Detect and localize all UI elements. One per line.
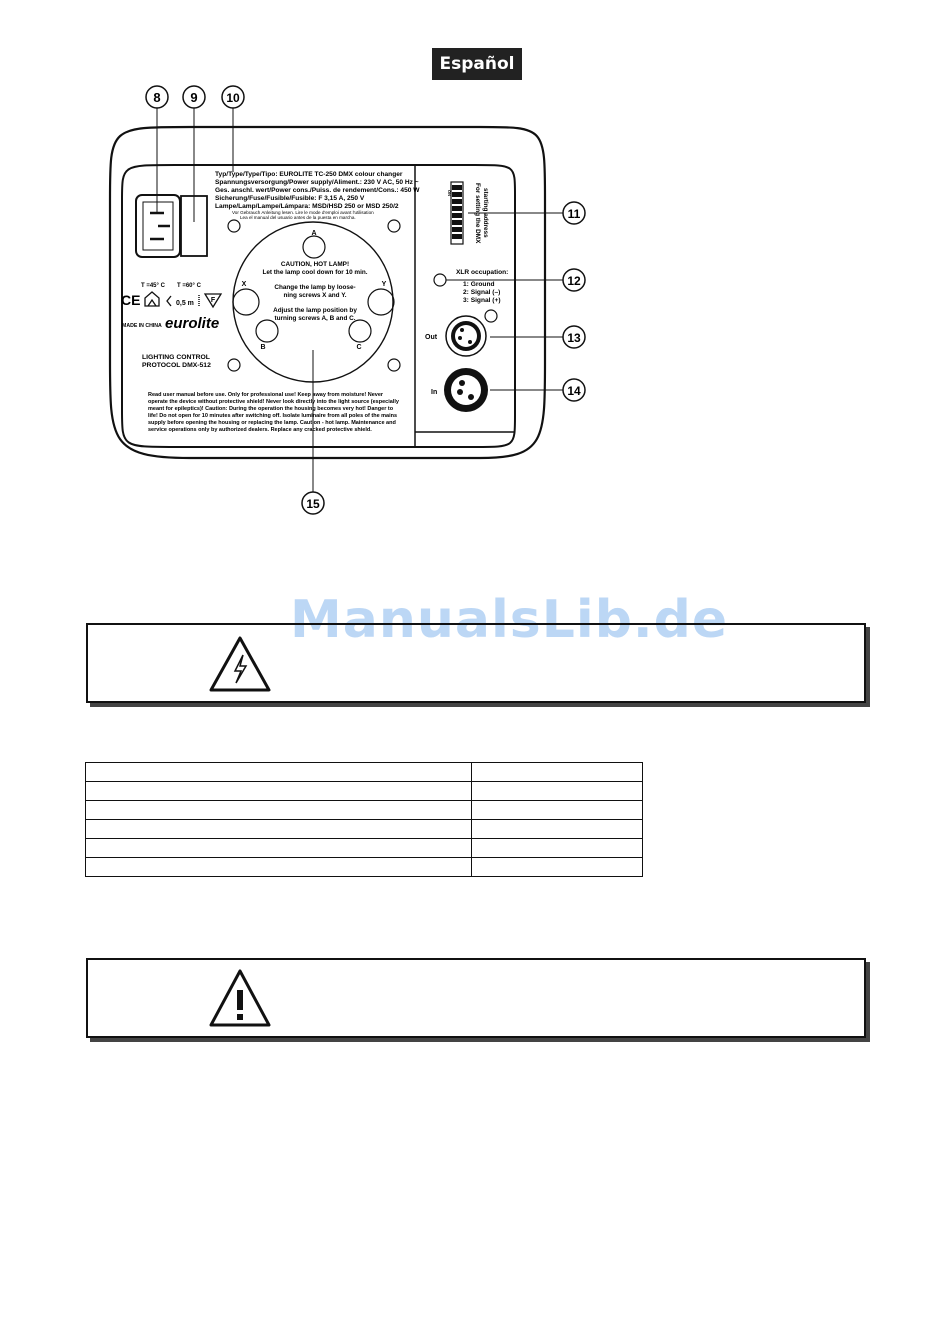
svg-text:Vor Gebrauch Anleitung lesen.: Vor Gebrauch Anleitung lesen. Lire le mode d'emploi avant l'utilisation bbox=[232, 210, 374, 215]
svg-text:Lampe/Lamp/Lampe/Lámpara: MSD/: Lampe/Lamp/Lampe/Lámpara: MSD/HSD 250 or MSD 250/2 bbox=[215, 203, 399, 210]
rear-panel-diagram bbox=[0, 0, 950, 530]
svg-text:turning screws A, B and C.: turning screws A, B and C. bbox=[274, 315, 356, 322]
svg-text:Spannungsversorgung/Power supp: Spannungsversorgung/Power supply/Aliment.: 230 V AC, 50 Hz ~ bbox=[215, 179, 419, 186]
svg-text:Adjust the lamp position by: Adjust the lamp position by bbox=[273, 307, 357, 314]
svg-text:Change the lamp by loose-: Change the lamp by loose- bbox=[274, 284, 356, 291]
svg-text:MADE IN CHINA: MADE IN CHINA bbox=[122, 323, 162, 329]
spec-table bbox=[85, 762, 643, 877]
svg-text:8: 8 bbox=[153, 90, 161, 105]
table-row bbox=[86, 801, 643, 820]
callout-9 bbox=[183, 86, 205, 222]
svg-text:A: A bbox=[311, 230, 317, 237]
caution-warning-box bbox=[86, 958, 866, 1038]
rating-label bbox=[215, 171, 420, 220]
svg-text:X: X bbox=[241, 281, 247, 288]
electric-warning-box bbox=[86, 623, 866, 703]
svg-text:T =45° C: T =45° C bbox=[141, 283, 165, 289]
svg-text:In: In bbox=[431, 389, 438, 396]
svg-text:T =60° C: T =60° C bbox=[177, 283, 201, 289]
svg-text:10: 10 bbox=[226, 91, 240, 105]
svg-text:Y: Y bbox=[381, 281, 387, 288]
svg-text:Out: Out bbox=[425, 334, 438, 341]
svg-text:2: Signal (–): 2: Signal (–) bbox=[463, 289, 501, 296]
svg-text:F: F bbox=[210, 297, 216, 304]
brand-logo: eurolite bbox=[165, 315, 220, 332]
screw-b bbox=[256, 320, 278, 342]
svg-text:CAUTION, HOT LAMP!: CAUTION, HOT LAMP! bbox=[280, 261, 350, 268]
indoor-use-icon bbox=[145, 292, 159, 306]
svg-text:3: Signal (+): 3: Signal (+) bbox=[463, 297, 501, 304]
screw-a bbox=[303, 236, 325, 258]
distance-icon bbox=[167, 295, 199, 307]
f-mark-icon bbox=[205, 294, 221, 307]
svg-text:service operations only by aut: service operations only by authorized dealers. Replace any cracked protective shield. bbox=[148, 427, 372, 433]
svg-text:meant for epileptics)! Caution: meant for epileptics)! Caution: During the operation the housing becomes very hot! Danger to bbox=[148, 406, 394, 412]
callout-14 bbox=[490, 379, 585, 401]
callout-13 bbox=[490, 326, 585, 348]
high-voltage-icon bbox=[208, 635, 272, 693]
svg-text:C: C bbox=[356, 344, 362, 351]
svg-text:1: Ground: 1: Ground bbox=[463, 281, 495, 288]
svg-text:supply before opening the hous: supply before opening the housing or replacing the lamp. Caution - hot lamp. Maintenance and bbox=[148, 420, 396, 426]
svg-text:Let the lamp cool down for 10: Let the lamp cool down for 10 min. bbox=[262, 269, 368, 276]
table-row bbox=[86, 763, 643, 782]
callout-8 bbox=[146, 86, 168, 212]
svg-text:starting address: starting address bbox=[482, 188, 489, 238]
exclamation-warning-icon bbox=[208, 968, 272, 1028]
table-row bbox=[86, 839, 643, 858]
svg-text:12: 12 bbox=[567, 274, 581, 288]
svg-text:operate the device without pro: operate the device without protective shield! Never look directly into the light source (especially bbox=[148, 399, 399, 405]
svg-text:Sicherung/Fuse/Fusible/Fusible: Sicherung/Fuse/Fusible/Fusible: F 3,15 A, 250 V bbox=[215, 195, 365, 202]
svg-text:life! Do not open for 10 minut: life! Do not open for 10 minutes after switching off. Isolate luminaire from all poles of the mains bbox=[148, 413, 398, 419]
svg-text:Read user manual before use. O: Read user manual before use. Only for professional use! Keep away from moisture! Never bbox=[148, 392, 384, 398]
safety-warning-text bbox=[148, 392, 400, 433]
language-badge: Español bbox=[432, 48, 522, 80]
xlr-out-connector bbox=[446, 316, 486, 356]
screw-x bbox=[233, 289, 259, 315]
svg-text:0,5 m: 0,5 m bbox=[176, 300, 194, 307]
xlr-in-connector bbox=[444, 368, 488, 412]
table-row bbox=[86, 782, 643, 801]
screw-y bbox=[368, 289, 394, 315]
svg-text:13: 13 bbox=[567, 331, 581, 345]
svg-text:B: B bbox=[260, 344, 266, 351]
svg-text:Lea el manual del usuario ante: Lea el manual del usuario antes de la puesta en marcha. bbox=[240, 215, 356, 220]
svg-text:9: 9 bbox=[190, 90, 198, 105]
table-row bbox=[86, 820, 643, 839]
svg-text:Typ/Type/Type/Tipo: EUROLITE T: Typ/Type/Type/Tipo: EUROLITE TC-250 DMX colour changer bbox=[215, 171, 403, 178]
svg-text:XLR occupation:: XLR occupation: bbox=[456, 269, 509, 276]
table-row bbox=[86, 858, 643, 877]
svg-text:For setting the DMX: For setting the DMX bbox=[474, 183, 481, 244]
svg-text:11: 11 bbox=[567, 207, 581, 221]
ce-mark: CE bbox=[121, 292, 141, 308]
svg-text:ON: ON bbox=[447, 190, 452, 196]
svg-text:PROTOCOL DMX-512: PROTOCOL DMX-512 bbox=[142, 362, 211, 369]
svg-text:ning screws X and Y.: ning screws X and Y. bbox=[283, 292, 347, 299]
svg-text:Ges. anschl. wert/Power cons./: Ges. anschl. wert/Power cons./Puiss. de rendement/Cons.: 450 W bbox=[215, 187, 420, 194]
svg-text:LIGHTING CONTROL: LIGHTING CONTROL bbox=[142, 354, 210, 361]
screw-c bbox=[349, 320, 371, 342]
callout-10 bbox=[222, 86, 244, 172]
svg-text:15: 15 bbox=[306, 497, 320, 511]
svg-text:14: 14 bbox=[567, 384, 581, 398]
watermark: ManualsLib.de bbox=[290, 590, 729, 650]
